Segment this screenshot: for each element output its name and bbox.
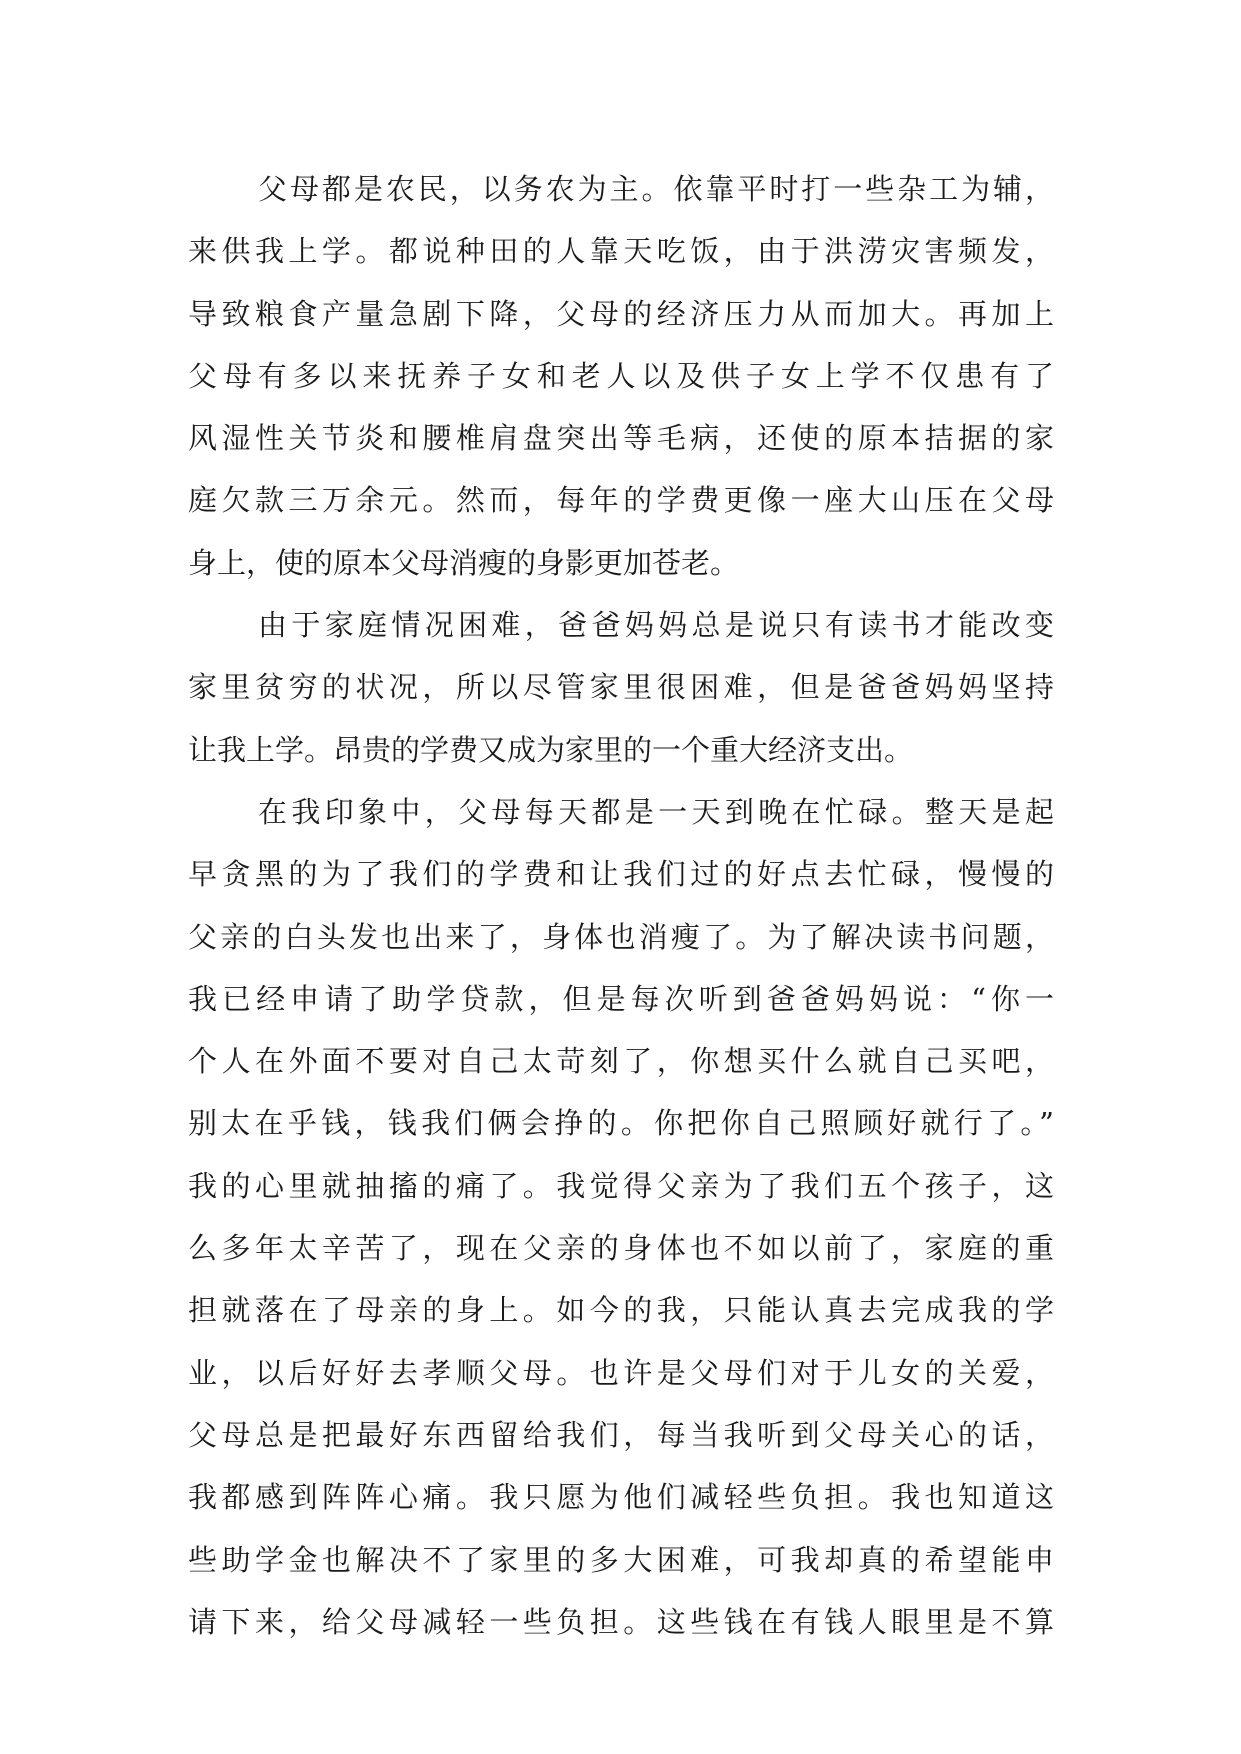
text-line: 父亲的白头发也出来了，身体也消瘦了。为了解决读书问题， (188, 919, 1054, 954)
text-line: 在我印象中，父母每天都是一天到晚在忙碌。整天是起 (258, 794, 1054, 829)
text-line: 担就落在了母亲的身上。如今的我，只能认真去完成我的学 (188, 1293, 1054, 1328)
text-line: 庭欠款三万余元。然而，每年的学费更像一座大山压在父母 (188, 483, 1054, 518)
text-line: 父母都是农民，以务农为主。依靠平时打一些杂工为辅， (258, 172, 1054, 206)
text-line: 让我上学。昂贵的学费又成为家里的一个重大经济支出。 (188, 732, 914, 767)
text-line: 我已经申请了助学贷款，但是每次听到爸爸妈妈说：“你一 (188, 981, 1054, 1016)
text-line: 个人在外面不要对自己太苛刻了，你想买什么就自己买吧， (188, 1044, 1054, 1079)
text-line: 我都感到阵阵心痛。我只愿为他们减轻些负担。我也知道这 (188, 1480, 1054, 1515)
text-line: 早贪黑的为了我们的学费和让我们过的好点去忙碌，慢慢的 (188, 857, 1054, 892)
text-line: 别太在乎钱，钱我们俩会挣的。你把你自己照顾好就行了。” (188, 1106, 1054, 1141)
text-line: 请下来，给父母减轻一些负担。这些钱在有钱人眼里是不算 (188, 1604, 1054, 1639)
text-line: 父母总是把最好东西留给我们，每当我听到父母关心的话， (188, 1417, 1054, 1452)
paragraph-1 (188, 158, 1054, 594)
text-line: 由于家庭情况困难，爸爸妈妈总是说只有读书才能改变 (258, 608, 1054, 643)
text-line: 些助学金也解决不了家里的多大困难，可我却真的希望能申 (188, 1542, 1054, 1577)
text-line: 风湿性关节炎和腰椎肩盘突出等毛病，还使的原本拮据的家 (188, 421, 1054, 456)
text-line: 来供我上学。都说种田的人靠天吃饭，由于洪涝灾害频发， (188, 234, 1054, 269)
text-line: 家里贫穷的状况，所以尽管家里很困难，但是爸爸妈妈坚持 (188, 670, 1054, 705)
text-line: 业，以后好好去孝顺父母。也许是父母们对于儿女的关爱， (188, 1355, 1054, 1390)
paragraph-3 (188, 781, 1054, 1653)
text-line: 父母有多以来抚养子女和老人以及供子女上学不仅患有了 (188, 358, 1054, 393)
text-line: 身上，使的原本父母消瘦的身影更加苍老。 (188, 545, 740, 580)
text-line: 么多年太辛苦了，现在父亲的身体也不如以前了，家庭的重 (188, 1231, 1054, 1266)
paragraph-2 (188, 594, 1054, 781)
document-body (188, 158, 1054, 1653)
text-line: 导致粮食产量急剧下降，父母的经济压力从而加大。再加上 (188, 296, 1054, 331)
text-line: 我的心里就抽搐的痛了。我觉得父亲为了我们五个孩子，这 (188, 1168, 1054, 1203)
